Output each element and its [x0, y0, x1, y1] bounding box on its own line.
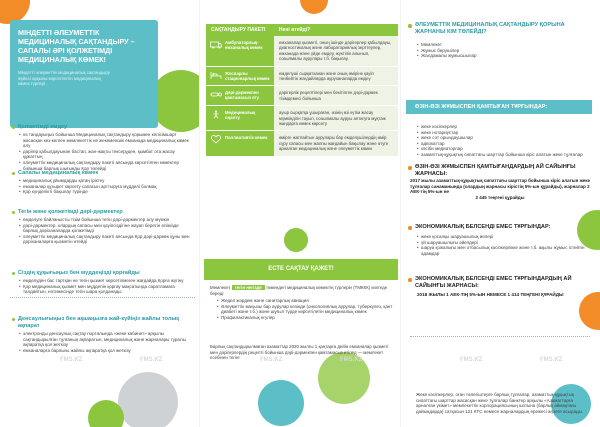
ambulance-icon	[210, 40, 222, 49]
list-item: • Мемлекет	[410, 42, 590, 48]
rehabilitation-icon	[210, 110, 222, 119]
table-header	[206, 24, 398, 36]
table-row	[206, 131, 398, 156]
list-item: • Қор күнделікті бақылау түрінде	[12, 189, 192, 195]
inactive-list	[410, 234, 590, 256]
table-row	[206, 106, 398, 131]
package-description: ауыр сырқатқа ұшыраған, өзінің өзі күтім жасау мүмкіндігін тауып, созылмалы ауруы аптигуға мұқтаж жандарға көмек көрсету	[274, 106, 398, 130]
package-name: Дәрі-дәрмекпен қамтамасыз ету	[225, 90, 260, 101]
watermark: FMS.KZ	[60, 357, 83, 363]
package-name: Жоспарлы стационарлық көмек	[225, 70, 270, 81]
header-package: САҚТАНДЫРУ ПАКЕТІ	[211, 27, 266, 33]
watermark: FMS.KZ	[260, 357, 283, 363]
list-item: • дәрігер қабылдауынан бастап, жан-жақты тексеруден, қымбат ота жасау құжаттың	[12, 149, 192, 160]
list-item: • электронды денсаулық сақтау порталында «жеке кабинет» арқылы сақтандырылған тұлғаның ақпаратын, медициналық және жарналары туралы ақпаратқа қол жеткізу	[12, 331, 192, 348]
section-title: Тегін және қолжетімді дәрі-дәрмектер	[12, 209, 192, 216]
section-accessible-treatment	[12, 124, 192, 171]
teal-circle-decoration	[258, 380, 304, 426]
insurance-package-table	[206, 24, 398, 157]
hospital-bed-icon	[210, 71, 222, 80]
panel-right	[401, 0, 600, 427]
free-care-note	[210, 285, 396, 296]
inactive-contribution-heading: ЭКОНОМИКАЛЫҚ БЕЛСЕНДІ ЕМЕС ТҰРҒЫНДАРДЫҢ АЙ САЙЫНҒЫ ЖАРНАСЫ:	[408, 276, 593, 290]
gray-circle-decoration	[118, 372, 178, 427]
list-item: • жеке қосалқы шаруашылық иелері	[410, 234, 590, 240]
free-care-list	[210, 298, 396, 320]
section-quality-care	[12, 170, 192, 195]
list-item: • Профилактикалық егулер	[210, 315, 396, 321]
hero-title: МІНДЕТТІ ӘЛЕУМЕТТІК МЕДИЦИНАЛЫҚ САҚТАНДЫРУ – САПАЛЫ ӘРІ ҚОЛЖЕТІМДІ МЕДИЦИНАЛЫҚ КӨМЕК!	[18, 28, 135, 64]
section-rights-protection	[12, 270, 192, 295]
self-employed-bar: ӨЗІН-ӨЗІ ЖҰМЫСПЕН ҚАМТЫҒАН ТҰРҒЫНДАР:	[406, 100, 592, 114]
note-highlight: тегін негізде	[232, 285, 265, 290]
section-title: Сапалы медициналық көмек	[12, 170, 192, 177]
self-employed-list	[410, 124, 590, 158]
green-circle-mid-decoration	[284, 228, 308, 252]
palliative-care-icon	[210, 135, 222, 144]
watermark: FMS.KZ	[540, 357, 563, 363]
list-item: • Қор медициналық қызмет мен мүдделін қорғау мақсатында саратламаға талдайтын, нәтижесінде тегін шара қолданады	[12, 284, 192, 295]
watermark: FMS.KZ	[340, 357, 363, 363]
list-item: • емделуге байланысты тізім бойынша тегін дәрі-дәрмектер алу мүмкін	[12, 217, 192, 223]
section-free-medicines	[12, 209, 192, 245]
package-description: емделуші сырқатханан және оның өміріне қауіп төнбейтін жағдайларда ауруханаларда емдеу	[274, 67, 398, 86]
list-item: • емханаларға барлығы жайлы ақпаратқа қол жеткізу	[12, 348, 192, 354]
pills-icon	[210, 90, 222, 99]
list-item: • үй шаруашылығы әйелдері	[410, 240, 590, 246]
section-title: Сіздің құқығыңыз бен мүддеңізді қорғайды	[12, 270, 192, 277]
contribution-amount: 2 445 теңгені құрайды	[475, 194, 525, 200]
list-item: • Жедел жәрдем және санитарлық авиация	[210, 298, 396, 304]
list-item: • әлеуметтік медициналық сақтандыру пакеті аясында Қор дәрі-дәрмек құны мен дәріханаларға қызметін өтейді	[12, 234, 192, 245]
hero-box	[10, 20, 158, 128]
list-item: • Жеке кәсіпкерлер, оған төлегіштерге барлық тұлғалар, азаматтық-құқықтық сипаттағы шарттар жасасқан жеке тұлғалар банктер арқылы «Азаматтарға арналған үкімет» мемлекеттік корпорациясының шотына (барлық аймақтағы дайындарда) сатқасын 121 КТС немесе жарналардың ережесі жүзеге асырады.	[410, 392, 592, 414]
table-row	[206, 67, 398, 87]
list-item: • жеке сот орындаушылар	[410, 135, 590, 141]
orange-circle-right-decoration	[579, 292, 600, 330]
list-item: • Жұмыс берушілер	[410, 48, 590, 54]
inactive-contribution-text: 2018 ЖЫЛЫ 1 АЕК-ТІҢ 5%-ЫН НЕМЕСЕ 1 414 ТЕҢГЕНІ ҚҰРАЙДЫ	[417, 292, 564, 297]
inactive-heading: ЭКОНОМИКАЛЫҚ БЕЛСЕНДІ ЕМЕС ТҰРҒЫНДАР:	[408, 224, 593, 231]
list-item: • азаматтық-құқықтық сипаттағы шарттар бойынша кіріс алатын жеке тұлғалар	[410, 152, 590, 158]
remember-banner: ЕСТЕ САҚТАУ ҚАЖЕТ!	[204, 259, 398, 280]
contribution-body: 2017 жылы азаматтық-құқықтық сипаттағы шарттар бойынша кіріс алатын жеке тұлғалар санаманында (олардың жарнасы кірістің 5%-ын құрайды), жарналар 2 АЕК-тің 5%-ын не	[410, 178, 591, 195]
table-row	[206, 36, 398, 67]
list-item: • емделуден бас тартқан не тегін қызмет көрсетілмеген жағдайда Қорға жүгіну	[12, 278, 192, 284]
divider-right	[410, 336, 590, 337]
payment-note	[410, 392, 592, 414]
list-item: • өз тандауыңыз бойынша Медициналық сақтандыру қорымен келісімшарт жасасқан кез-келген мемлекеттік не жекеменшік емханада медициналық көмек алу	[12, 132, 192, 149]
who-pays-heading: ӘЛЕУМЕТТІК МЕДИЦИНАЛЫҚ САҚТАНДЫРУ ҚОРЫНА ЖАРНАНЫ КІМ ТӨЛЕЙДІ?	[408, 22, 593, 36]
list-item: • жеке кәсіпкерлер	[410, 124, 590, 130]
list-item: • Әлеуметтік маңызы бар аурулар кезінде (онкологиялық аурулар, туберкулез, қант диабеті және т.б.) және шұғыл түрде көрсетілетін медициналық көмек	[210, 304, 396, 315]
self-employed-contribution-text	[410, 178, 590, 200]
table-row	[206, 86, 398, 106]
list-item: • емханалар құзырет көрсету сапасын арттыруға мүдделі болмақ	[12, 184, 192, 190]
payers-list	[410, 42, 590, 59]
list-item: • дәрі-дәрмектер, олардың сапасы мен қауіпсіздігіне жауап беретін елімізде барлық дәріханаларда қолжетімді	[12, 223, 192, 234]
package-description: емханалар қызметі, оның ішінде дәрігерлер қабылдауы, диагностикалық және лабораториялық зерттеулер, емханада және үйде емдеу, жүктілік алынып, созылмалы аурулары т.б. бақылау.	[274, 36, 398, 66]
free-care-footer: Барлық сақтандырылмаған азаматтар 2020 жылғы 1 қаңтарға дейін емханалар қызметі мен дәрігерлердің рецепті бойынша дәрі-дәрмекпен қамтамасыз етілед — мемлекет есебінен тегін!	[210, 344, 389, 360]
watermark: FMS.KZ	[140, 357, 163, 363]
list-item: • жеке нотариустар	[410, 130, 590, 136]
watermark: FMS.KZ	[460, 357, 483, 363]
package-description: дәрігерлік рецептілері мен бекітілген дәрі-дәрмек тізімдемесі бойынша	[274, 86, 398, 105]
note-prefix: Мемлекет	[210, 285, 231, 290]
section-title: Денсаулығыңыз бен ақшаңызға жай-күйіңіз жайлы толық ақпарат	[12, 316, 192, 330]
orange-circle-top-decoration	[300, 0, 328, 14]
list-item: • әлеуметтік медициналық сақтандыру пакеті аясында көрсетілген көмектер бойынша барлық шығынды Қор төлейді	[12, 160, 192, 171]
package-name: Амбулаторлық-емханалық көмек	[225, 40, 263, 50]
list-item: • медициналық ұйымдарды қатаң іріктеу	[12, 178, 192, 184]
self-employed-contribution-heading: ӨЗІН-ӨЗІ ЖҰМЫСПЕН ҚАМТЫҒАНДАРДЫҢ АЙ САЙЫНҒЫ ЖАРНАСЫ:	[408, 164, 593, 178]
section-title: Қолжетімді емдеу	[12, 124, 192, 131]
divider-left	[10, 297, 195, 298]
package-name: Паллиативтік көмек	[225, 135, 268, 141]
list-item: • адвокаттар	[410, 141, 590, 147]
list-item: • шаруа қожалығы мен отбасылық кәсіпкерлікке және т.б. ақылы жұмыс істейтін адамдар	[410, 245, 590, 256]
list-item: • Жалдамалы жұмысшылар	[410, 53, 590, 59]
package-description: өмірге жатпайтын аурулары бар емделушілердің өмір сүру сапасы мен жалпы жағдайын бақылау және өтуге арналған медициналық және әлеуметтік көмек	[274, 131, 398, 155]
header-coverage: Нені өтейді?	[279, 27, 311, 33]
section-health-information	[12, 316, 192, 353]
note-rest: төмендегі медициналық көмектің түрлерін (ТМККК) көлгеде береді:	[210, 285, 388, 296]
package-name: Медициналық оңалту	[225, 110, 256, 121]
list-item: • кәсіби медиаторлар	[410, 146, 590, 152]
hero-subtitle: Міндетті әлеуметтік медициналық сақтандыру жүйесі арқылы көрсетілетін медициналық көмек түрлері	[18, 70, 110, 87]
